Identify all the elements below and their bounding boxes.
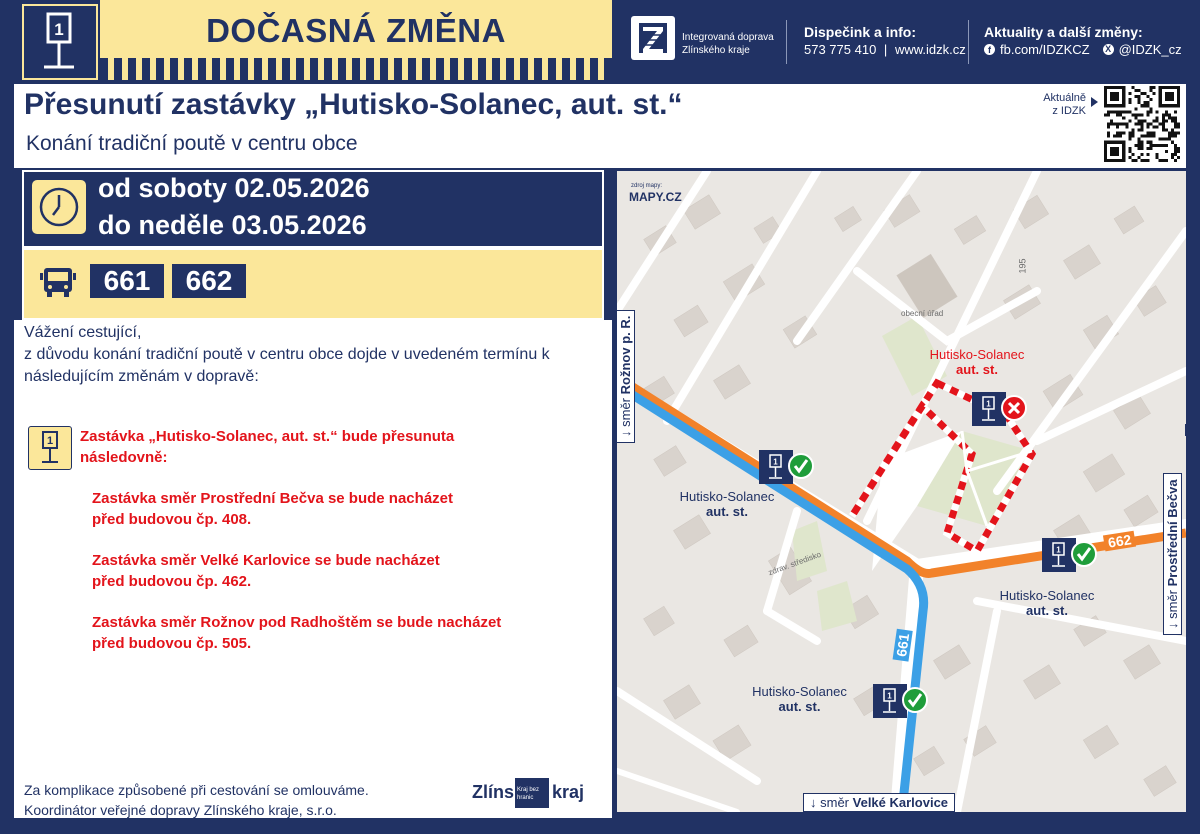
building-number: 195 — [1017, 258, 1028, 274]
facebook-icon: f — [984, 44, 995, 55]
line-badge-662: 662 — [172, 264, 246, 298]
apology-text: Za komplikace způsobené při cestování se omlouváme. — [24, 782, 369, 798]
news-heading: Aktuality a další změny: — [984, 24, 1143, 40]
svg-text:1: 1 — [887, 691, 892, 701]
header-divider-2 — [968, 20, 969, 64]
website-link[interactable]: www.idzk.cz — [894, 42, 966, 57]
clock-icon — [32, 180, 86, 234]
temporary-change-banner — [100, 0, 612, 80]
new-stop-marker-becva[interactable] — [1042, 538, 1098, 579]
social-links — [984, 42, 1182, 57]
svg-text:1: 1 — [46, 435, 54, 447]
relocation-headline: Zastávka „Hutisko-Solanec, aut. st.“ bude přesunuta následovně: — [80, 428, 455, 466]
dispatch-heading: Dispečink a info: — [804, 24, 917, 40]
notice-subtitle: Konání tradiční poutě v centru obce — [26, 132, 358, 155]
intro-paragraph: z důvodu konání tradiční poutě v centru obce dojde v uvedeném termínu k následujícím změnám v dopravě: — [24, 346, 550, 385]
map[interactable] — [617, 171, 1186, 812]
direction-karlovice: ↓ směr Velké Karlovice — [803, 793, 955, 812]
route-label-661: 661 — [893, 628, 913, 661]
relocation-item-karlovice: Zastávka směr Velké Karlovice se bude nacházet před budovou čp. 462. — [92, 552, 440, 590]
direction-becva-anchor — [1185, 424, 1186, 436]
bus-icon — [40, 266, 76, 303]
qr-label: Aktuálně z IDZK — [1043, 92, 1086, 117]
stop-label-karlovice: Hutisko-Solanec aut. st. — [752, 684, 847, 714]
facebook-link[interactable]: fb.com/IDZKCZ — [1000, 42, 1090, 57]
banner-stripes — [100, 58, 612, 80]
bus-stop-header-icon — [22, 4, 98, 80]
new-stop-marker-roznov[interactable] — [759, 450, 815, 491]
zlin-region-logo: Zlíns Kraj bez hranic kraj — [472, 776, 592, 810]
date-to: do neděle 03.05.2026 — [98, 210, 367, 240]
banner-title: DOČASNÁ ZMĚNA — [206, 12, 506, 49]
qr-code[interactable] — [1104, 86, 1180, 162]
footer-text — [24, 780, 369, 820]
header-divider-1 — [786, 20, 787, 64]
intro-text — [24, 322, 584, 388]
route-label-662: 662 — [1103, 531, 1136, 552]
x-link[interactable]: @IDZK_cz — [1118, 42, 1182, 57]
arrow-down-icon: ↓ — [1165, 622, 1180, 629]
mapy-cz-logo: MAPY.CZ — [629, 190, 682, 204]
stop-label-becva: Hutisko-Solanec aut. st. — [999, 588, 1095, 618]
bus-stop-icon — [28, 426, 72, 470]
stop-label-roznov: Hutisko-Solanec aut. st. — [679, 489, 775, 519]
arrow-down-icon: ↓ — [618, 430, 633, 437]
idzk-logo — [631, 16, 675, 60]
x-icon: X — [1103, 44, 1114, 55]
svg-text:1: 1 — [773, 457, 778, 467]
notice-title: Přesunutí zastávky „Hutisko-Solanec, aut. st.“ — [24, 88, 683, 121]
dispatch-contacts — [804, 42, 966, 57]
health-center-label: zdrav. středisko — [767, 549, 823, 578]
map-source-small: zdroj mapy: — [631, 183, 663, 189]
direction-roznov: ↓ směr Rožnov p. R. — [617, 310, 635, 443]
closed-stop-label: Hutisko-Solanec aut. st. — [929, 347, 1025, 377]
closed-stop-marker[interactable] — [972, 392, 1028, 433]
svg-text:1: 1 — [986, 399, 991, 409]
new-stop-marker-karlovice[interactable] — [873, 684, 929, 725]
contact-separator: | — [883, 42, 888, 57]
dispatch-phone: 573 775 410 — [804, 42, 877, 57]
coordinator-text: Koordinátor veřejné dopravy Zlínského kraje, s.r.o. — [24, 802, 337, 818]
office-label: obecní úřad — [901, 309, 944, 318]
relocation-item-becva: Zastávka směr Prostřední Bečva se bude nacházet před budovou čp. 408. — [92, 490, 453, 528]
relocation-item-roznov: Zastávka směr Rožnov pod Radhoštěm se bude nacházet před budovou čp. 505. — [92, 614, 502, 652]
svg-text:1: 1 — [1056, 545, 1061, 555]
greeting: Vážení cestující, — [24, 324, 142, 341]
arrow-down-icon: ↓ — [810, 795, 817, 810]
org-name: Integrovaná doprava Zlínského kraje — [682, 32, 774, 56]
direction-becva: ↓ směr Prostřední Bečva — [1163, 473, 1182, 635]
qr-arrow-icon — [1091, 97, 1098, 107]
svg-text:1: 1 — [54, 20, 64, 39]
date-from: od soboty 02.05.2026 — [98, 173, 370, 203]
line-badge-661: 661 — [90, 264, 164, 298]
